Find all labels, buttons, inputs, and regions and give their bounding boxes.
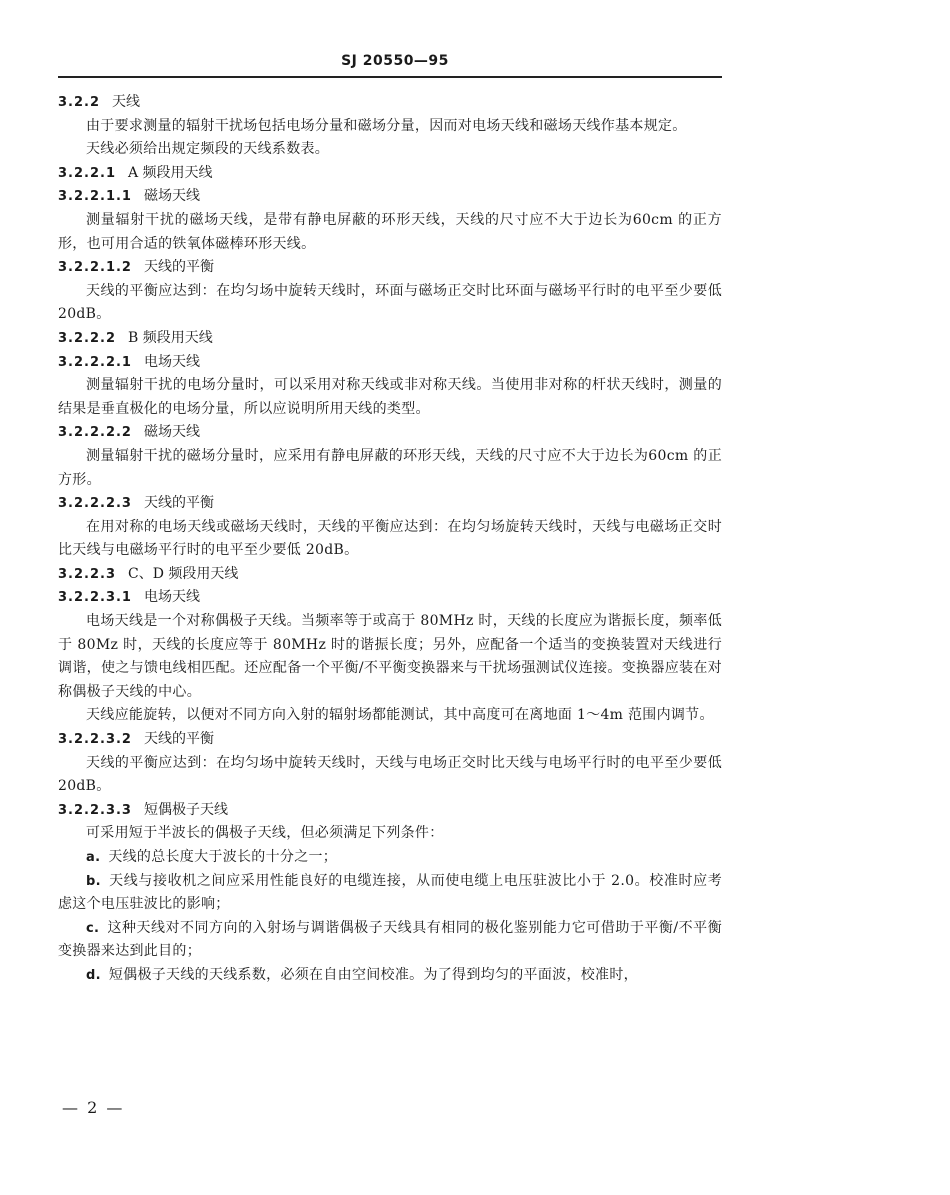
paragraph: 天线必须给出规定频段的天线系数表。 — [86, 141, 330, 158]
paragraph: 天线的平衡应达到：在均匀场中旋转天线时，环面与磁场正交时比环面与磁场平行时的电平至少要低 20dB。 — [58, 282, 722, 323]
document-body — [58, 91, 722, 988]
section-heading — [58, 162, 722, 186]
section-title: 天线 — [112, 94, 141, 110]
section-heading — [58, 185, 722, 209]
section-number: 3.2.2 — [58, 95, 101, 110]
section-title: 天线的平衡 — [143, 731, 214, 748]
paragraph: 可采用短于半波长的偶极子天线，但必须满足下列条件： — [86, 825, 444, 842]
paragraph: 在用对称的电场天线或磁场天线时，天线的平衡应达到：在均匀场旋转天线时，天线与电磁场正交时比天线与电磁场平行时的电平至少要低 20dB。 — [58, 518, 722, 559]
list-item-marker: c. — [86, 920, 100, 936]
list-item-text: 短偶极子天线的天线系数，必须在自由空间校准。为了得到均匀的平面波，校准时， — [108, 966, 638, 983]
list-item-marker: a. — [86, 850, 101, 865]
paragraph: 电场天线是一个对称偶极子天线。当频率等于或高于 80MHz 时，天线的长度应为谐振长度，频率低于 80Mz 时，天线的长度应等于 80MHz 时的谐振长度；另外，应配备一个适当的变换装置对天线进行调谐，使之与馈电线相匹配。还应配备一个平衡/不平衡变换器来与干扰场强测试仪连接。变换器应装在对称偶极子天线的中心。 — [58, 613, 722, 700]
section-heading — [58, 256, 722, 280]
paragraph: 由于要求测量的辐射干扰场包括电场分量和磁场分量，因而对电场天线和磁场天线作基本规定。 — [86, 117, 687, 134]
section-heading — [58, 421, 722, 445]
section-number: 3.2.2.2.3 — [58, 496, 132, 512]
section-number: 3.2.2.1.2 — [58, 260, 132, 276]
paragraph: 测量辐射干扰的磁场天线，是带有静电屏蔽的环形天线，天线的尺寸应不大于边长为60cm 的正方形，也可用合适的铁氧体磁棒环形天线。 — [58, 211, 722, 252]
section-number: 3.2.2.3.1 — [58, 590, 132, 606]
section-heading — [58, 728, 722, 752]
section-number: 3.2.2.1 — [58, 165, 116, 181]
section-title: A 频段用天线 — [128, 164, 213, 181]
section-title: 电场天线 — [143, 353, 200, 370]
header-divider — [58, 76, 722, 78]
section-title: 天线的平衡 — [143, 495, 214, 512]
paragraph: 测量辐射干扰的电场分量时，可以采用对称天线或非对称天线。当使用非对称的杆状天线时，测量的结果是垂直极化的电场分量，所以应说明所用天线的类型。 — [58, 377, 722, 417]
list-item-text: 天线与接收机之间应采用性能良好的电缆连接，从而使电缆上电压驻波比小于 2.0。校准时应考虑这个电压驻波比的影响； — [58, 872, 722, 913]
list-item — [58, 846, 722, 870]
section-heading — [58, 586, 722, 610]
page-number: — 2 — — [62, 1098, 125, 1117]
list-item-marker: b. — [86, 873, 101, 889]
section-heading — [58, 563, 722, 587]
paragraph: 天线应能旋转，以便对不同方向入射的辐射场都能测试，其中高度可在离地面 1～4m 范围内调节。 — [86, 707, 714, 724]
section-heading — [58, 799, 722, 823]
list-item-text: 这种天线对不同方向的入射场与调谐偶极子天线具有相同的极化鉴别能力它可借助于平衡/不平衡变换器来达到此目的； — [58, 919, 722, 960]
list-item — [58, 964, 722, 988]
section-title: 天线的平衡 — [143, 259, 214, 276]
section-number: 3.2.2.2 — [58, 330, 116, 346]
section-title: 磁场天线 — [143, 188, 200, 205]
section-title: B 频段用天线 — [128, 329, 213, 346]
list-item — [58, 917, 722, 964]
section-number: 3.2.2.3.3 — [58, 802, 132, 818]
section-title: 短偶极子天线 — [143, 801, 228, 818]
list-item — [58, 870, 722, 917]
section-title: C、D 频段用天线 — [128, 565, 239, 582]
section-number: 3.2.2.2.2 — [58, 425, 132, 441]
list-item-text: 天线的总长度大于波长的十分之一； — [108, 849, 338, 865]
section-heading — [58, 91, 722, 115]
section-heading — [58, 327, 722, 351]
section-number: 3.2.2.1.1 — [58, 189, 132, 205]
section-number: 3.2.2.3 — [58, 566, 116, 582]
section-number: 3.2.2.3.2 — [58, 732, 132, 748]
list-item-marker: d. — [86, 967, 101, 983]
standard-code-header: SJ 20550—95 — [341, 53, 449, 69]
section-heading — [58, 492, 722, 516]
section-title: 磁场天线 — [143, 424, 200, 441]
paragraph: 测量辐射干扰的磁场分量时，应采用有静电屏蔽的环形天线，天线的尺寸应不大于边长为60cm 的正方形。 — [58, 447, 722, 488]
section-number: 3.2.2.2.1 — [58, 354, 132, 370]
paragraph: 天线的平衡应达到：在均匀场中旋转天线时，天线与电场正交时比天线与电场平行时的电平至少要低 20dB。 — [58, 754, 722, 795]
section-title: 电场天线 — [143, 589, 200, 606]
section-heading — [58, 351, 722, 375]
